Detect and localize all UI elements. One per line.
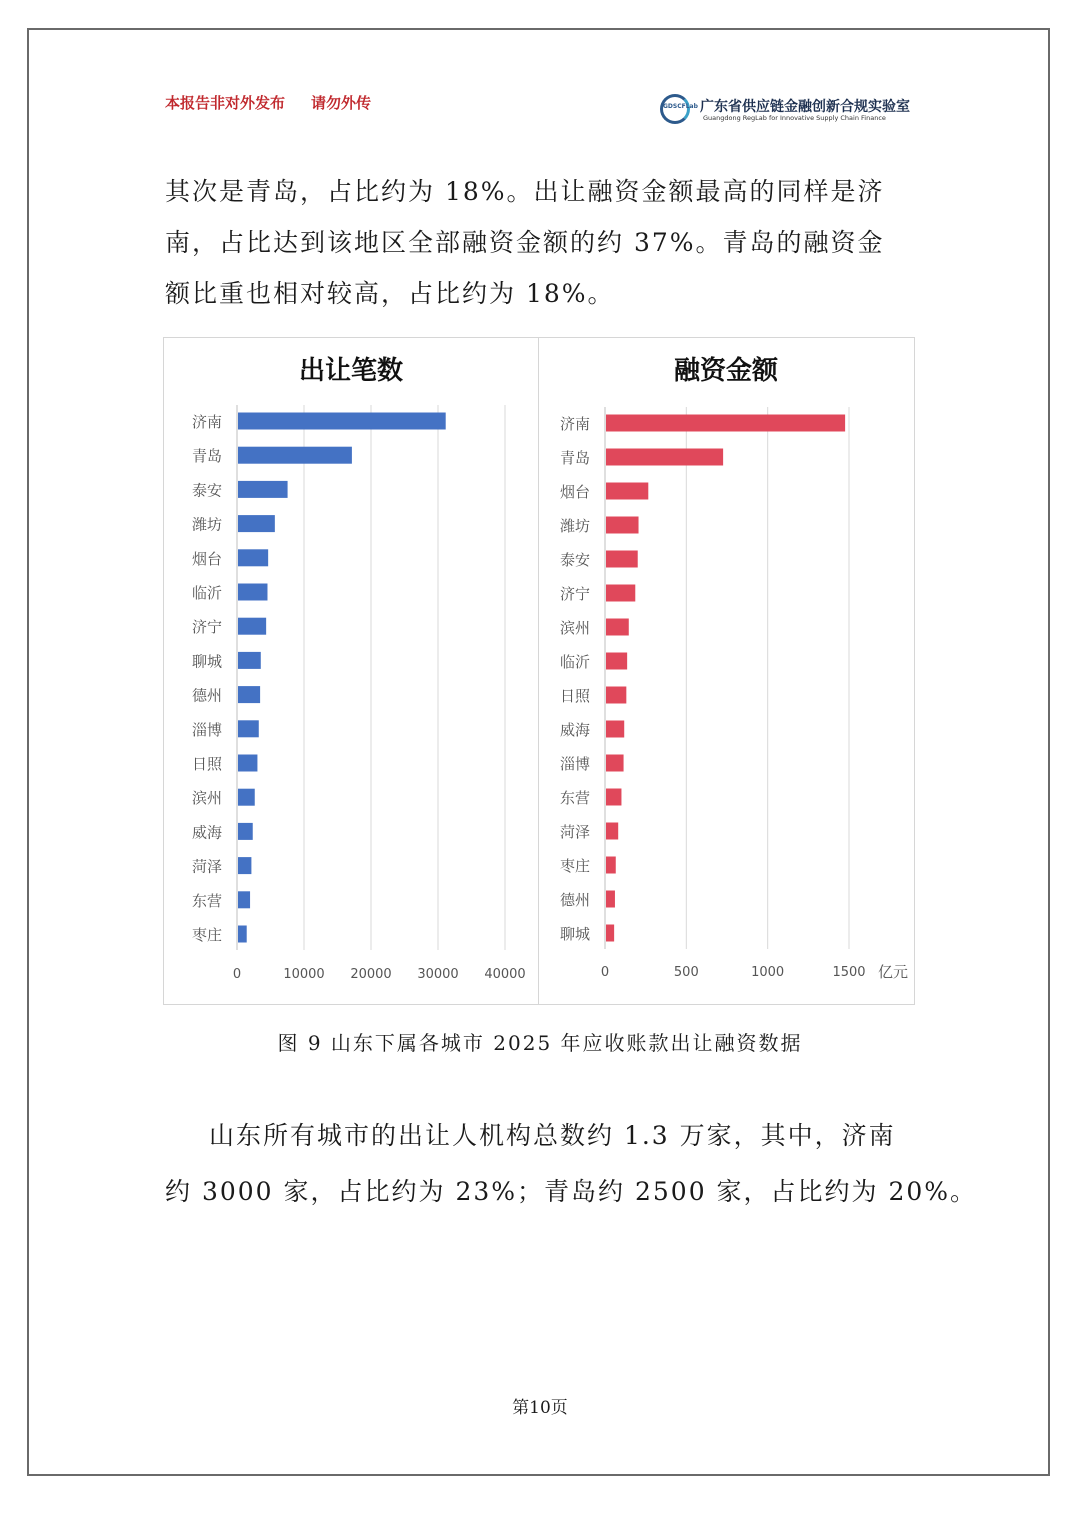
category-label: 泰安 xyxy=(559,551,590,569)
bar xyxy=(238,652,261,669)
bar xyxy=(606,891,615,908)
category-label: 潍坊 xyxy=(191,515,222,534)
paragraph-line: 其次是青岛，占比约为 18%。出让融资金额最高的同样是济 xyxy=(165,177,885,206)
category-label: 聊城 xyxy=(559,925,590,943)
x-tick-label: 1500 xyxy=(832,965,866,980)
bar xyxy=(238,926,247,943)
bar xyxy=(606,449,723,466)
confidential-notice xyxy=(165,92,371,113)
bar xyxy=(606,857,616,874)
x-tick-label: 0 xyxy=(232,967,242,982)
bar xyxy=(606,619,629,636)
paragraph-line: 额比重也相对较高，占比约为 18%。 xyxy=(165,279,615,308)
category-label: 日照 xyxy=(559,687,590,705)
category-label: 东营 xyxy=(559,789,590,807)
bar xyxy=(238,549,268,566)
bar xyxy=(238,481,288,498)
bar xyxy=(606,415,845,432)
confidential-notice-left: 本报告非对外发布 xyxy=(165,94,286,112)
bar xyxy=(606,789,621,806)
bar xyxy=(606,551,638,568)
category-label: 济宁 xyxy=(559,585,590,603)
bar xyxy=(238,515,275,532)
bar xyxy=(606,483,648,500)
lab-logo xyxy=(660,94,920,128)
x-tick-label: 40000 xyxy=(484,967,526,982)
category-label: 东营 xyxy=(191,891,222,910)
bar xyxy=(238,891,250,908)
bar xyxy=(606,653,627,670)
bar xyxy=(606,585,635,602)
chart-title: 出让笔数 xyxy=(298,356,404,386)
bar xyxy=(238,413,446,430)
category-label: 日照 xyxy=(191,755,222,773)
x-tick-label: 30000 xyxy=(417,967,459,982)
category-label: 临沂 xyxy=(559,653,590,671)
lab-logo-mark-text: GDSCFLab xyxy=(663,103,698,110)
category-label: 济南 xyxy=(191,413,222,431)
bar xyxy=(238,823,253,840)
paragraph-line: 约 3000 家，占比约为 23%；青岛约 2500 家，占比约为 20%。 xyxy=(165,1177,978,1206)
paragraph-line: 山东所有城市的出让人机构总数约 1.3 万家，其中，济南 xyxy=(209,1121,896,1150)
bar xyxy=(606,517,639,534)
figure-caption: 图 9 山东下属各城市 2025 年应收账款出让融资数据 xyxy=(277,1031,803,1055)
bar xyxy=(238,857,251,874)
financing-amount-chart xyxy=(539,337,915,1005)
category-label: 青岛 xyxy=(559,449,590,467)
x-tick-label: 0 xyxy=(600,965,610,980)
bar xyxy=(606,925,614,942)
bar xyxy=(606,687,626,704)
bar xyxy=(238,720,259,737)
category-label: 枣庄 xyxy=(559,857,590,875)
category-label: 枣庄 xyxy=(191,926,222,944)
x-tick-label: 1000 xyxy=(751,965,785,980)
confidential-notice-right: 请勿外传 xyxy=(311,94,372,112)
category-label: 青岛 xyxy=(191,447,222,466)
category-label: 滨州 xyxy=(559,619,590,637)
bar xyxy=(606,823,618,840)
bar xyxy=(238,686,260,703)
x-tick-label: 20000 xyxy=(350,967,392,982)
category-label: 济宁 xyxy=(191,618,222,637)
x-tick-label: 500 xyxy=(673,965,699,980)
category-label: 威海 xyxy=(559,721,590,739)
category-label: 泰安 xyxy=(191,481,222,500)
paragraph-intro xyxy=(165,166,917,319)
bar xyxy=(238,789,255,806)
bar xyxy=(606,721,624,738)
bar xyxy=(606,755,624,772)
bar xyxy=(238,584,267,601)
category-label: 潍坊 xyxy=(559,517,590,535)
lab-name-en: Guangdong RegLab for Innovative Supply Chain Finance xyxy=(703,114,886,122)
category-label: 滨州 xyxy=(191,789,222,808)
category-label: 烟台 xyxy=(559,483,590,501)
bar xyxy=(238,755,257,772)
x-axis-unit: 亿元 xyxy=(877,963,909,981)
category-label: 淄博 xyxy=(559,755,590,773)
category-label: 淄博 xyxy=(191,720,222,739)
category-label: 菏泽 xyxy=(559,823,590,841)
page-number: 第10页 xyxy=(512,1398,568,1418)
paragraph-institutions xyxy=(165,1108,978,1220)
category-label: 烟台 xyxy=(191,549,222,568)
category-label: 威海 xyxy=(191,823,222,842)
category-label: 临沂 xyxy=(191,584,222,602)
lab-name-cn: 广东省供应链金融创新合规实验室 xyxy=(700,99,910,115)
paragraph-line: 南，占比达到该地区全部融资金额的约 37%。青岛的融资金 xyxy=(165,228,885,257)
transfer-count-chart xyxy=(163,337,538,1005)
bar xyxy=(238,447,352,464)
category-label: 聊城 xyxy=(191,652,222,671)
category-label: 菏泽 xyxy=(191,857,222,876)
bar xyxy=(238,618,266,635)
category-label: 济南 xyxy=(559,415,590,433)
category-label: 德州 xyxy=(191,686,222,705)
category-label: 德州 xyxy=(559,891,590,909)
x-tick-label: 10000 xyxy=(283,967,325,982)
chart-title: 融资金额 xyxy=(673,356,779,386)
